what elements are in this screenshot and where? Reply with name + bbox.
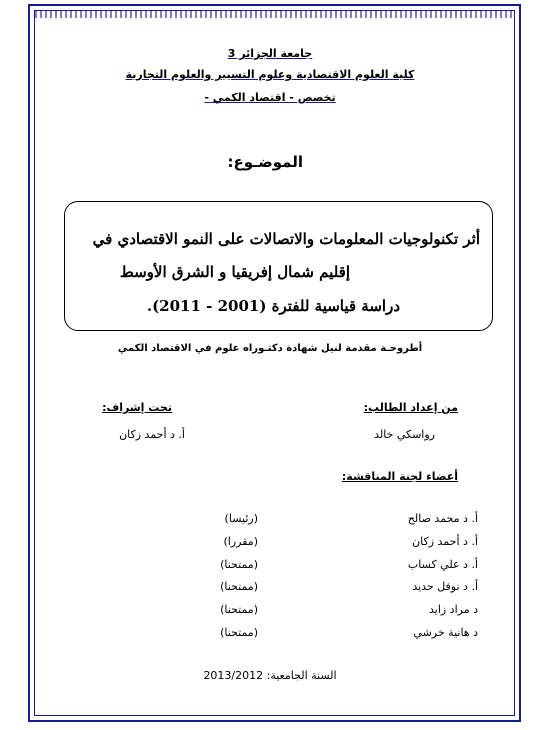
- academic-year: السنة الجامعية: 2013/2012: [203, 669, 337, 682]
- jury-member-role: (ممتحنا): [220, 626, 258, 639]
- jury-member-role: (ممتحنا): [220, 558, 258, 571]
- specialty: تخصص - اقتصاد الكمي -: [204, 91, 336, 104]
- jury-member-role: (مقررا): [223, 535, 258, 548]
- jury-member-name: د هانية خرشي: [413, 626, 478, 639]
- topic-label: الموضـوع:: [227, 153, 303, 171]
- jury-label: أعضاء لجنة المناقشة:: [341, 470, 458, 483]
- title-line-1: أثر تكنولوجيات المعلومات والاتصالات على النمو الاقتصادي في: [92, 230, 480, 248]
- jury-member-row: [178, 626, 478, 642]
- supervisor-label: تحت إشراف:: [102, 401, 172, 414]
- jury-member-name: أ. د أحمد زكان: [412, 535, 478, 548]
- jury-member-name: أ. د محمد صالح: [407, 512, 478, 525]
- faculty-name: كلية العلوم الاقتصادية وعلوم التسيير والعلوم التجارية: [125, 68, 415, 81]
- title-line-3: دراسة قياسية للفترة (2001 - 2011).: [146, 297, 400, 315]
- jury-member-name: د مراد زايد: [428, 603, 478, 616]
- jury-member-row: [178, 558, 478, 574]
- supervisor-name: أ. د أحمد زكان: [119, 428, 185, 441]
- jury-member-role: (ممتحنا): [220, 603, 258, 616]
- jury-member-name: أ. د نوفل حديد: [412, 580, 478, 593]
- university-name: جامعة الجزائر 3: [227, 47, 313, 60]
- jury-member-role: (ممتحنا): [220, 580, 258, 593]
- jury-member-row: [178, 603, 478, 619]
- jury-member-name: أ. د علي كساب: [407, 558, 478, 571]
- jury-member-role: (رئيسا): [224, 512, 258, 525]
- student-name: رواسكي خالد: [374, 428, 435, 441]
- jury-member-row: [178, 580, 478, 596]
- thesis-note: أطروحـة مقدمة لنيل شهادة دكتـوراه علوم في الاقتصاد الكمي: [117, 343, 423, 354]
- jury-member-row: [178, 535, 478, 551]
- jury-member-row: [178, 512, 478, 528]
- student-label: من إعداد الطالب:: [363, 401, 458, 414]
- title-line-2: إقليم شمال إفريقيا و الشرق الأوسط: [119, 263, 350, 281]
